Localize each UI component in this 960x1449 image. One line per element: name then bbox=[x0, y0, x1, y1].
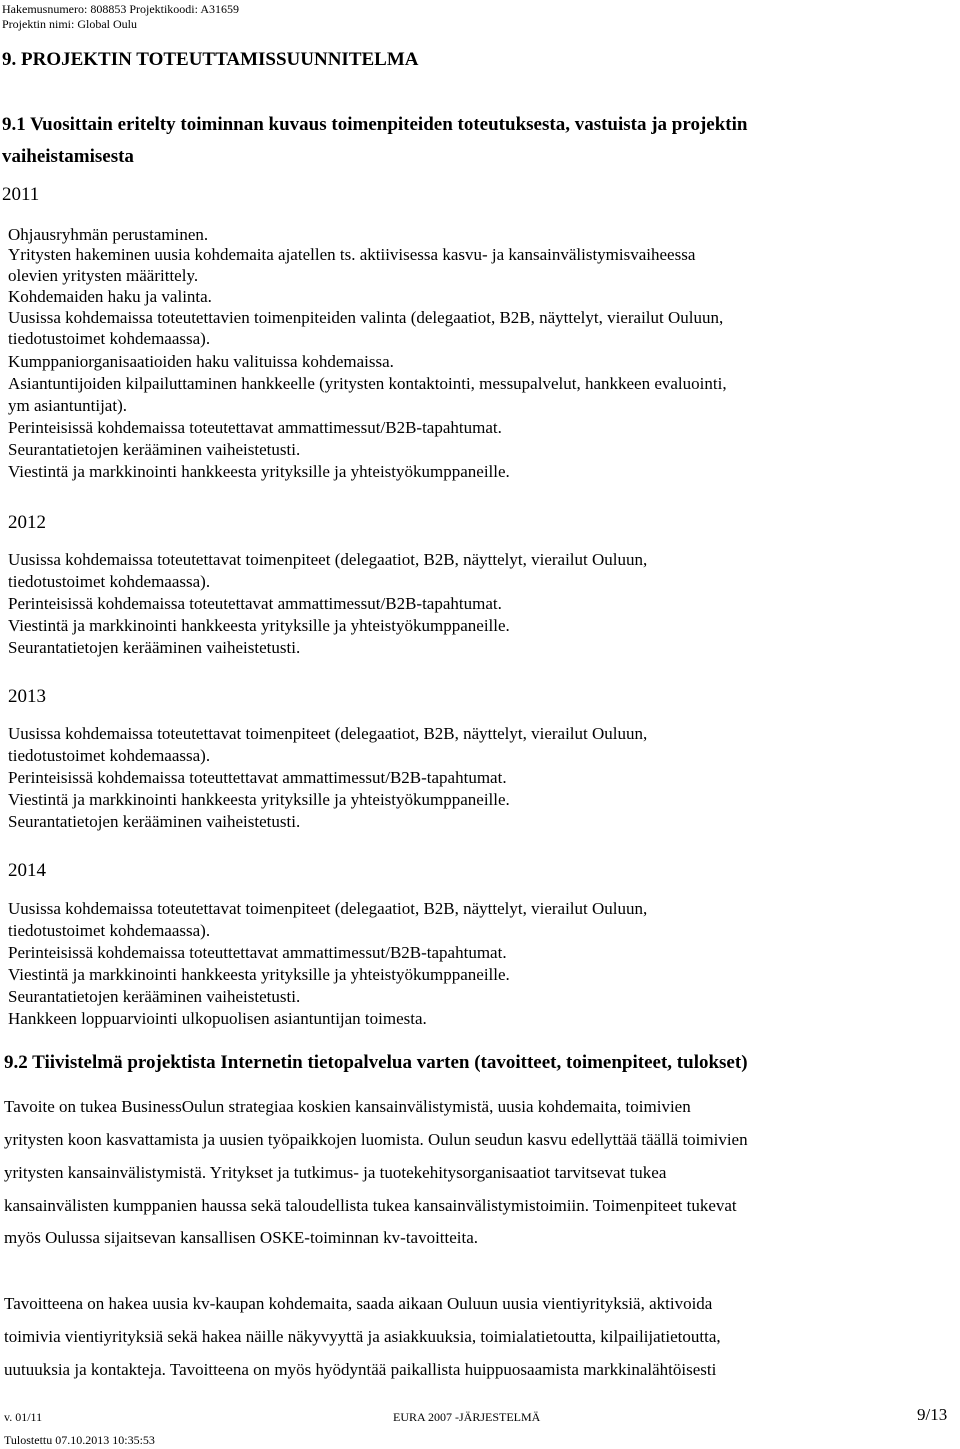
activity-line: tiedotustoimet kohdemaassa). bbox=[8, 921, 211, 940]
activity-line: Perinteisissä kohdemaissa toteutettavat ammattimessut/B2B-tapahtumat. bbox=[8, 594, 502, 613]
activity-line: Perinteisissä kohdemaissa toteuttettavat ammattimessut/B2B-tapahtumat. bbox=[8, 768, 507, 787]
summary-paragraph-line: toimivia vientiyrityksiä sekä hakea näille näkyvyyttä ja asiakkuuksia, toimialatietoutta, kilpailijatietoutta, bbox=[4, 1327, 721, 1346]
activity-line: tiedotustoimet kohdemaassa). bbox=[8, 572, 211, 591]
activity-line: Uusissa kohdemaissa toteutettavat toimenpiteet (delegaatiot, B2B, näyttelyt, vierailut Ouluun, bbox=[8, 899, 648, 918]
activity-line: Ohjausryhmän perustaminen. bbox=[8, 225, 209, 244]
footer-page-number: 9/13 bbox=[917, 1405, 948, 1424]
activity-line: Viestintä ja markkinointi hankkeesta yrityksille ja yhteistyökumppaneille. bbox=[8, 965, 510, 984]
footer-system-name: EURA 2007 -JÄRJESTELMÄ bbox=[393, 1410, 541, 1424]
subsection-9-1-title-line1: 9.1 Vuosittain eritelty toiminnan kuvaus toimenpiteiden toteutuksesta, vastuista ja projektin bbox=[2, 114, 748, 135]
activity-line: Seurantatietojen kerääminen vaiheistetusti. bbox=[8, 812, 301, 831]
footer-version: v. 01/11 bbox=[4, 1410, 43, 1424]
activity-line: Viestintä ja markkinointi hankkeesta yrityksille ja yhteistyökumppaneille. bbox=[8, 462, 510, 481]
activity-line: tiedotustoimet kohdemaassa). bbox=[8, 329, 211, 348]
year-heading: 2013 bbox=[8, 686, 46, 707]
activity-line: Perinteisissä kohdemaissa toteuttettavat ammattimessut/B2B-tapahtumat. bbox=[8, 943, 507, 962]
section-title: 9. PROJEKTIN TOTEUTTAMISSUUNNITELMA bbox=[2, 49, 419, 70]
activity-line: Viestintä ja markkinointi hankkeesta yrityksille ja yhteistyökumppaneille. bbox=[8, 616, 510, 635]
subsection-9-2-title: 9.2 Tiivistelmä projektista Internetin tietopalvelua varten (tavoitteet, toimenpiteet, tulokset) bbox=[4, 1052, 748, 1073]
year-heading: 2014 bbox=[8, 860, 46, 881]
activity-line: ym asiantuntijat). bbox=[8, 396, 127, 415]
activity-line: Kumppaniorganisaatioiden haku valituissa kohdemaissa. bbox=[8, 352, 394, 371]
activity-line: Hankkeen loppuarviointi ulkopuolisen asiantuntijan toimesta. bbox=[8, 1009, 427, 1028]
activity-line: Perinteisissä kohdemaissa toteutettavat ammattimessut/B2B-tapahtumat. bbox=[8, 418, 502, 437]
header-application-number: Hakemusnumero: 808853 Projektikoodi: A31659 bbox=[2, 2, 239, 16]
activity-line: Seurantatietojen kerääminen vaiheistetusti. bbox=[8, 440, 301, 459]
activity-line: tiedotustoimet kohdemaassa). bbox=[8, 746, 211, 765]
activity-line: Uusissa kohdemaissa toteutettavat toimenpiteet (delegaatiot, B2B, näyttelyt, vierailut Ouluun, bbox=[8, 550, 648, 569]
year-heading: 2012 bbox=[8, 512, 46, 533]
activity-line: Seurantatietojen kerääminen vaiheistetusti. bbox=[8, 987, 301, 1006]
activity-line: Asiantuntijoiden kilpailuttaminen hankkeelle (yritysten kontaktointi, messupalvelut, hankkeen evaluointi, bbox=[8, 374, 727, 393]
summary-paragraph-line: yritysten koon kasvattamista ja uusien työpaikkojen luomista. Oulun seudun kasvu edellyttää täällä toimivien bbox=[4, 1130, 748, 1149]
summary-paragraph-line: uutuuksia ja kontakteja. Tavoitteena on myös hyödyntää paikallista huippuosaamista markkinalähtöisesti bbox=[4, 1360, 717, 1379]
summary-paragraph-line: kansainvälisten kumppanien haussa sekä taloudellista tukea kansainvälistymistoimiin. Toimenpiteet tukevat bbox=[4, 1196, 737, 1215]
year-heading: 2011 bbox=[2, 184, 40, 205]
header-project-name: Projektin nimi: Global Oulu bbox=[2, 17, 137, 31]
summary-paragraph-line: Tavoitteena on hakea uusia kv-kaupan kohdemaita, saada aikaan Ouluun uusia vientiyrityksiä, aktivoida bbox=[4, 1294, 713, 1313]
summary-paragraph-line: yritysten kansainvälistymistä. Yritykset ja tutkimus- ja tuotekehitysorganisaatiot tarvitsevat tukea bbox=[4, 1163, 667, 1182]
footer-printed-timestamp: Tulostettu 07.10.2013 10:35:53 bbox=[4, 1433, 155, 1447]
activity-line: Seurantatietojen kerääminen vaiheistetusti. bbox=[8, 638, 301, 657]
activity-line: Uusissa kohdemaissa toteutettavien toimenpiteiden valinta (delegaatiot, B2B, näyttelyt, vierailut Ouluun, bbox=[8, 308, 724, 327]
summary-paragraph-line: myös Oulussa sijaitsevan kansallisen OSKE-toiminnan kv-tavoitteita. bbox=[4, 1228, 479, 1247]
summary-paragraph-line: Tavoite on tukea BusinessOulun strategiaa koskien kansainvälistymistä, uusia kohdemaita, toimivien bbox=[4, 1097, 691, 1116]
activity-line: Kohdemaiden haku ja valinta. bbox=[8, 287, 212, 306]
activity-line: Yritysten hakeminen uusia kohdemaita ajatellen ts. aktiivisessa kasvu- ja kansainvälistymisvaiheessa bbox=[8, 245, 696, 264]
activity-line: Viestintä ja markkinointi hankkeesta yrityksille ja yhteistyökumppaneille. bbox=[8, 790, 510, 809]
activity-line: olevien yritysten määrittely. bbox=[8, 266, 199, 285]
subsection-9-1-title-line2: vaiheistamisesta bbox=[2, 146, 134, 167]
activity-line: Uusissa kohdemaissa toteutettavat toimenpiteet (delegaatiot, B2B, näyttelyt, vierailut Ouluun, bbox=[8, 724, 648, 743]
